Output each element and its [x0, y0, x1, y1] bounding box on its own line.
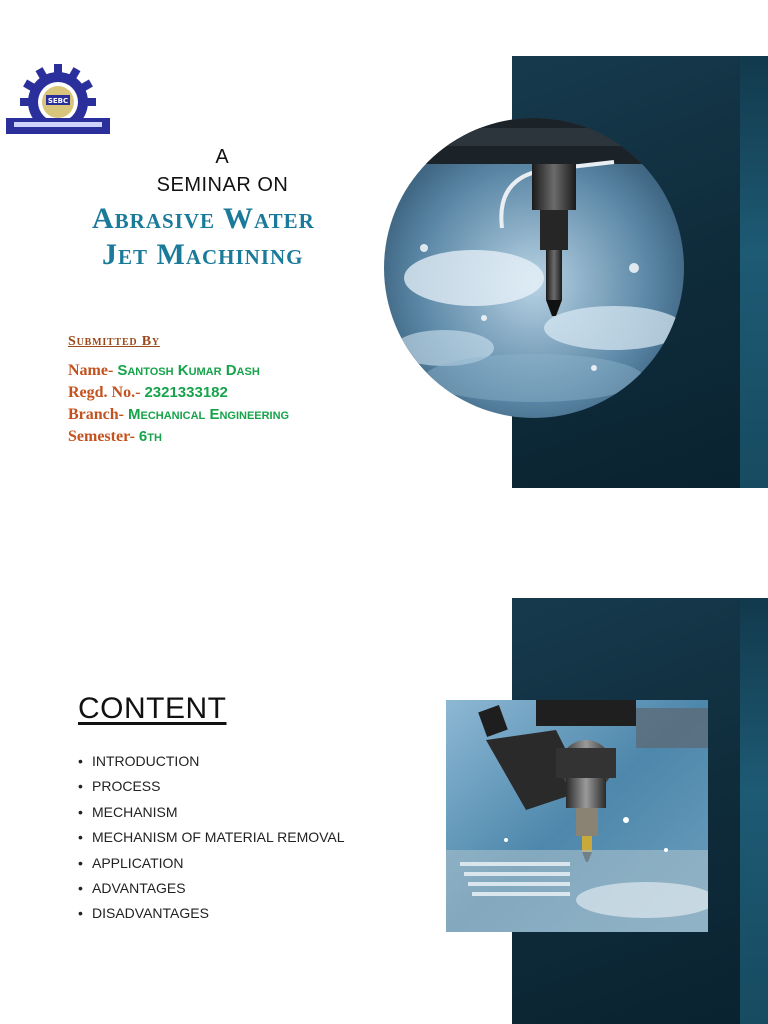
bullet: • — [78, 803, 83, 820]
info-value: 6th — [138, 428, 162, 445]
info-label: Name- — [68, 362, 114, 379]
list-item — [78, 828, 345, 853]
list-item — [78, 879, 345, 904]
bullet: • — [78, 879, 83, 896]
list-item-text: DISADVANTAGES — [92, 905, 209, 922]
list-item — [78, 854, 345, 879]
panel-stripe — [740, 598, 768, 1024]
list-item — [78, 752, 345, 777]
info-value: Mechanical Engineering — [128, 406, 290, 423]
bullet: • — [78, 854, 83, 871]
info-value: Santosh Kumar Dash — [117, 362, 260, 379]
content-slide — [0, 512, 768, 1024]
info-label: Semester- — [68, 428, 135, 445]
content-heading: CONTENT — [78, 692, 227, 725]
college-logo — [6, 62, 110, 134]
list-item-text: MECHANISM OF MATERIAL REMOVAL — [92, 829, 345, 846]
info-row-branch — [68, 406, 289, 424]
bullet: • — [78, 829, 83, 846]
info-label: Regd. No.- — [68, 384, 141, 401]
bullet: • — [78, 778, 83, 795]
waterjet-photo-rect — [446, 700, 708, 932]
list-item-text: PROCESS — [92, 778, 161, 795]
list-item-text: APPLICATION — [92, 854, 184, 871]
panel-stripe — [740, 56, 768, 488]
list-item-text: MECHANISM — [92, 803, 178, 820]
waterjet-photo-circle — [384, 118, 684, 418]
seminar-title-line-2: Jet Machining — [102, 238, 304, 271]
bullet: • — [78, 753, 83, 769]
cover-line-a: A — [215, 146, 229, 168]
cover-line-seminar: SEMINAR ON — [156, 174, 289, 196]
contents-list — [78, 752, 345, 930]
submitted-by-heading: Submitted By — [68, 334, 160, 349]
info-row-semester — [68, 428, 162, 446]
info-label: Branch- — [68, 406, 124, 423]
info-value: 2321333182 — [144, 384, 228, 401]
list-item-text: INTRODUCTION — [92, 753, 200, 769]
seminar-title-line-1: Abrasive Water — [92, 202, 315, 235]
info-row-regd — [68, 384, 228, 402]
info-row-name — [68, 362, 260, 380]
list-item — [78, 803, 345, 828]
logo-center-text: SEBC — [47, 97, 69, 105]
list-item — [78, 777, 345, 802]
list-item-text: ADVANTAGES — [92, 879, 186, 896]
list-item — [78, 904, 345, 929]
bullet: • — [78, 905, 83, 922]
